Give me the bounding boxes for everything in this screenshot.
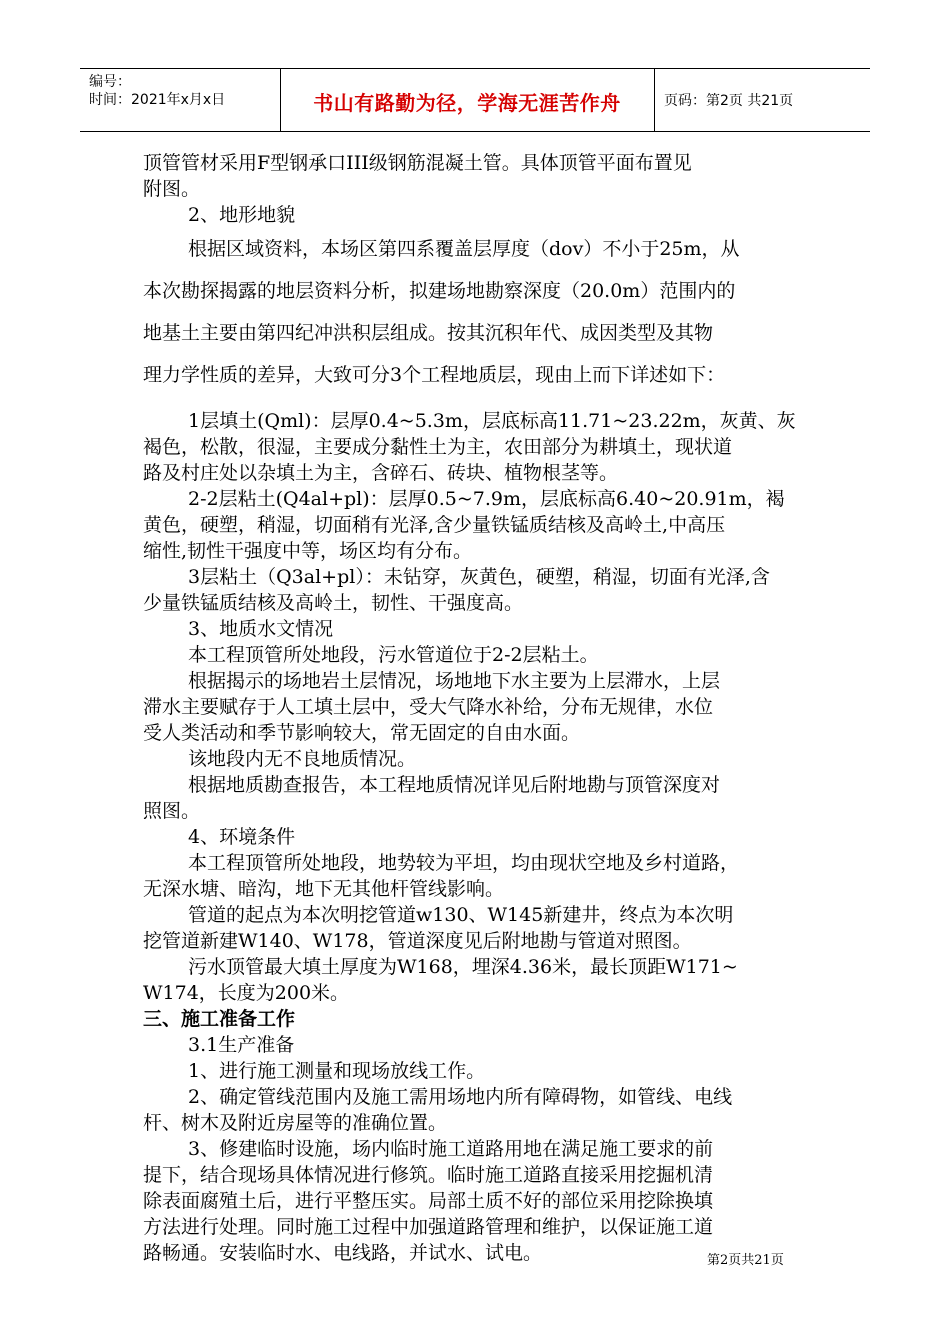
body-line: 根据揭示的场地岩土层情况，场地地下水主要为上层滞水，上层 [188,670,721,692]
body-line: 路畅通。安装临时水、电线路，并试水、试电。 [143,1242,543,1264]
body-line: 滞水主要赋存于人工填土层中，受大气降水补给，分布无规律，水位 [143,696,714,718]
body-line: 根据区域资料，本场区第四系覆盖层厚度（dov）不小于25m，从 [188,238,740,260]
body-line: 少量铁锰质结核及高岭土，韧性、干强度高。 [143,592,524,614]
body-line: 根据地质勘查报告，本工程地质情况详见后附地勘与顶管深度对 [188,774,721,796]
header-page-cell [655,69,870,131]
body-line: 照图。 [143,800,201,822]
body-line: 地基土主要由第四纪冲洪积层组成。按其沉积年代、成因类型及其物 [143,322,714,344]
body-line: W174，长度为200米。 [143,982,350,1004]
page-footer-number: 第2页共21页 [707,1253,784,1268]
header-meta-cell [80,69,281,131]
body-line: 方法进行处理。同时施工过程中加强道路管理和维护，以保证施工道 [143,1216,714,1238]
section-subheading: 3、地质水文情况 [188,618,334,640]
section-subheading: 3.1生产准备 [188,1034,295,1056]
body-line: 提下，结合现场具体情况进行修筑。临时施工道路直接采用挖掘机清 [143,1164,714,1186]
body-line: 本工程顶管所处地段，地势较为平坦，均由现状空地及乡村道路， [188,852,740,874]
header-page-number: 页码：第2页 共21页 [664,93,794,109]
header-motto: 书山有路勤为径，学海无涯苦作舟 [313,91,621,115]
body-line: 本工程顶管所处地段，污水管道位于2-2层粘土。 [188,644,599,666]
body-line: 附图。 [143,178,201,200]
body-line: 该地段内无不良地质情况。 [188,748,417,770]
body-line: 1、进行施工测量和现场放线工作。 [188,1060,486,1082]
body-line: 2-2层粘土(Q4al+pl)：层厚0.5~7.9m，层底标高6.40~20.91m，褐 [188,488,785,510]
document-body [143,150,815,1266]
body-line: 除表面腐殖土后，进行平整压实。局部土质不好的部位采用挖除换填 [143,1190,714,1212]
document-number-label: 编号： [89,74,131,90]
header-motto-cell [280,69,655,131]
body-line: 受人类活动和季节影响较大，常无固定的自由水面。 [143,722,581,744]
body-line: 管道的起点为本次明挖管道w130、W145新建井，终点为本次明 [188,904,734,926]
body-line: 顶管管材采用F型钢承口III级钢筋混凝土管。具体顶管平面布置见 [143,152,692,174]
body-line: 3层粘土（Q3al+pl）：未钻穿，灰黄色，硬塑，稍湿，切面有光泽,含 [188,566,770,588]
body-line: 黄色，硬塑，稍湿，切面稍有光泽,含少量铁锰质结核及高岭土,中高压 [143,514,726,536]
body-line: 挖管道新建W140、W178，管道深度见后附地勘与管道对照图。 [143,930,692,952]
body-line: 无深水塘、暗沟，地下无其他杆管线影响。 [143,878,505,900]
chapter-heading: 三、施工准备工作 [143,1008,296,1030]
body-line: 3、修建临时设施，场内临时施工道路用地在满足施工要求的前 [188,1138,714,1160]
body-line: 缩性,韧性干强度中等，场区均有分布。 [143,540,473,562]
body-line: 褐色，松散，很湿，主要成分黏性土为主，农田部分为耕填土，现状道 [143,436,733,458]
page-header [80,68,870,132]
section-subheading: 4、环境条件 [188,826,296,848]
body-line: 理力学性质的差异，大致可分3个工程地质层，现由上而下详述如下： [143,364,726,386]
document-date-label: 时间：2021年x月x日 [89,92,226,108]
body-line: 污水顶管最大填土厚度为W168，埋深4.36米，最长顶距W171~ [188,956,738,978]
body-line: 本次勘探揭露的地层资料分析，拟建场地勘察深度（20.0m）范围内的 [143,280,736,302]
body-line: 路及村庄处以杂填土为主，含碎石、砖块、植物根茎等。 [143,462,619,484]
section-subheading: 2、地形地貌 [188,204,296,226]
body-line: 1层填土(Qml)：层厚0.4~5.3m，层底标高11.71~23.22m，灰黄、灰 [188,410,796,432]
body-line: 2、确定管线范围内及施工需用场地内所有障碍物，如管线、电线 [188,1086,733,1108]
body-line: 杆、树木及附近房屋等的准确位置。 [143,1112,448,1134]
